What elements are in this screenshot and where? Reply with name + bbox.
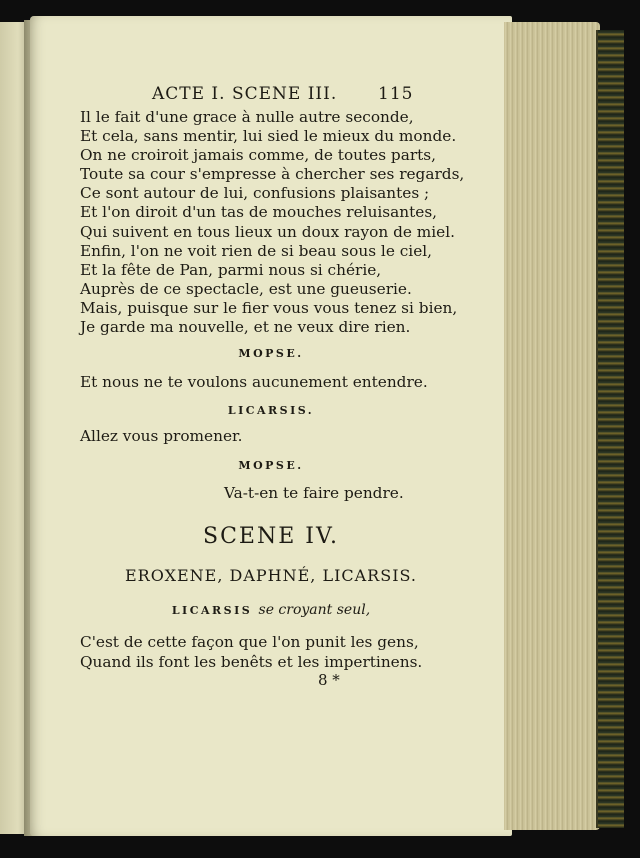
verse-line: On ne croiroit jamais comme, de toutes parts, bbox=[80, 146, 436, 165]
stage-direction: se croyant seul, bbox=[258, 602, 371, 618]
dialogue-line: Va-t-en te faire pendre. bbox=[224, 484, 404, 502]
verse-line: Il le fait d'une grace à nulle autre seconde, bbox=[80, 108, 414, 126]
scene-title: SCENE IV. bbox=[203, 524, 339, 549]
dialogue-line: C'est de cette façon que l'on punit les gens, bbox=[80, 633, 419, 651]
scene-characters: EROXENE, DAPHNÉ, LICARSIS. bbox=[125, 566, 417, 585]
verse-line: Enfin, l'on ne voit rien de si beau sous le ciel, bbox=[80, 241, 433, 260]
dialogue-line: Et nous ne te voulons aucunement entendre. bbox=[80, 373, 428, 391]
verse-line: Je garde ma nouvelle, et ne veux dire rien. bbox=[80, 318, 411, 337]
speaker-name: LICARSIS. bbox=[227, 404, 315, 417]
speaker-name: MOPSE. bbox=[238, 459, 304, 472]
verse-line: Qui suivent en tous lieux un doux rayon de miel. bbox=[80, 222, 455, 241]
verse-line: Et la fête de Pan, parmi nous si chérie, bbox=[80, 260, 382, 279]
verse-line: Toute sa cour s'empresse à chercher ses regards, bbox=[80, 165, 465, 184]
verse-line: Mais, puisque sur le fier vous vous tenez si bien, bbox=[80, 298, 458, 317]
verse-line: Auprès de ce spectacle, est une gueuserie. bbox=[80, 279, 412, 298]
dialogue-line: Allez vous promener. bbox=[80, 427, 243, 445]
verse-line: Et l'on diroit d'un tas de mouches reluisantes, bbox=[80, 203, 438, 222]
verse-line: Et cela, sans mentir, lui sied le mieux du monde. bbox=[80, 127, 457, 146]
verse-block bbox=[80, 108, 465, 337]
running-head bbox=[0, 84, 640, 106]
speaker-name: LICARSIS bbox=[171, 604, 253, 617]
dialogue-line: Quand ils font les benêts et les impertinens. bbox=[80, 653, 423, 671]
speaker-name: MOPSE. bbox=[238, 347, 304, 360]
signature-mark: 8 * bbox=[318, 671, 340, 689]
page-number: 115 bbox=[378, 84, 414, 104]
verse-line: Ce sont autour de lui, confusions plaisantes ; bbox=[80, 184, 430, 203]
speaker-heading bbox=[30, 602, 512, 618]
running-head-title: ACTE I. SCENE III. bbox=[152, 84, 338, 104]
